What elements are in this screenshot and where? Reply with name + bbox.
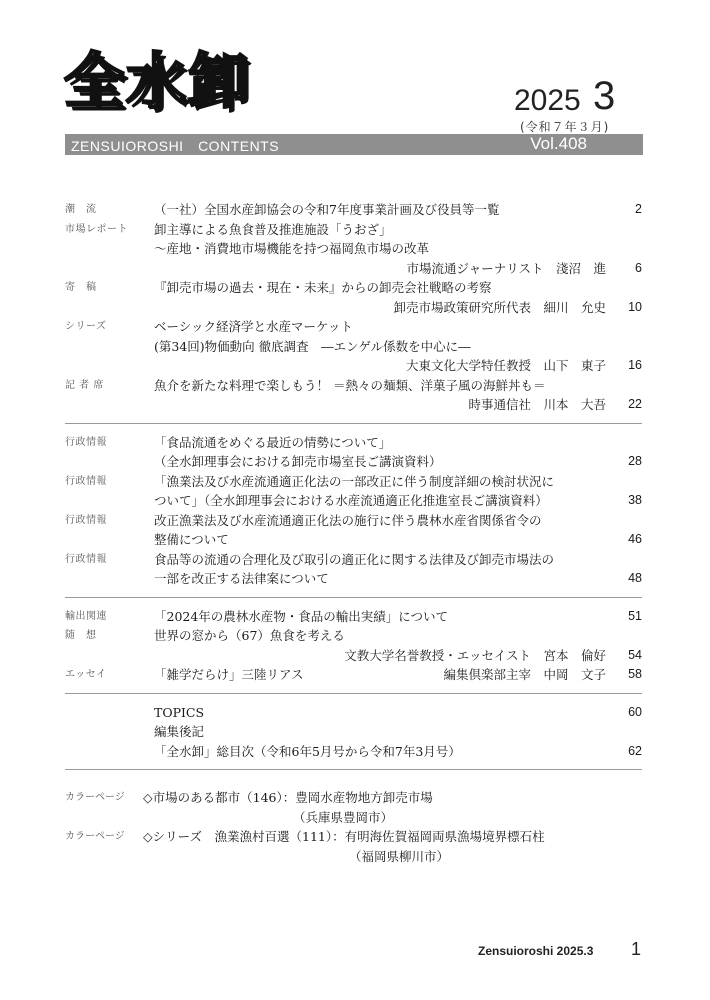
- toc-author: 市場流通ジャーナリスト 淺沼 進: [406, 260, 606, 276]
- toc-row: [65, 278, 642, 298]
- toc-title[interactable]: TOPICS: [154, 704, 205, 720]
- toc-page-number[interactable]: 51: [628, 608, 642, 623]
- toc-row: [65, 491, 642, 511]
- color-page-row: [65, 827, 642, 847]
- toc-row: [65, 626, 642, 646]
- toc-category: 行政情報: [65, 475, 107, 487]
- toc-page-number[interactable]: 62: [628, 743, 642, 758]
- toc-author: 卸売市場政策研究所代表 細川 允史: [393, 299, 606, 315]
- toc-row: [65, 452, 642, 472]
- toc-page-number[interactable]: 46: [628, 532, 642, 546]
- toc-group-2: [65, 433, 642, 589]
- toc-title[interactable]: ついて」（全水卸理事会における水産流通適正化推進室長ご講演資料）: [154, 493, 548, 508]
- toc-row: [65, 742, 642, 762]
- toc-title[interactable]: ～産地・消費地市場機能を持つ福岡魚市場の改革: [154, 241, 430, 256]
- toc-category: 随 想: [65, 630, 97, 641]
- toc-title[interactable]: 「全水卸」総目次（令和6年5月号から令和7年3月号）: [154, 743, 461, 759]
- color-page-item[interactable]: ◇シリーズ 漁業漁村百選（111）：有明海佐賀福岡両県漁場境界標石柱: [143, 829, 545, 844]
- toc-title[interactable]: （一社）全国水産卸協会の令和7年度事業計画及び役員等一覧: [154, 202, 500, 217]
- toc-row: [65, 259, 642, 279]
- toc-page-number[interactable]: 6: [635, 260, 642, 275]
- toc-row: [65, 220, 642, 240]
- page-number: 1: [631, 939, 642, 959]
- toc-row: [65, 298, 642, 318]
- toc-row: [65, 356, 642, 376]
- toc-row: [65, 703, 642, 723]
- toc-title[interactable]: 『卸売市場の過去・現在・未来』からの卸売会社戦略の考察: [154, 280, 492, 295]
- toc-title[interactable]: 編集後記: [154, 724, 205, 739]
- toc-author: 編集倶楽部主宰 中岡 文子: [443, 667, 606, 682]
- toc-title[interactable]: 食品等の流通の合理化及び取引の適正化に関する法律及び卸売市場法の: [154, 551, 555, 567]
- toc-row: [65, 239, 642, 259]
- toc-title[interactable]: 世界の窓から（67）魚食を考える: [154, 628, 345, 643]
- toc-group-3: [65, 607, 642, 685]
- color-page-category: カラーページ: [65, 831, 125, 842]
- toc-row: [65, 511, 642, 531]
- magazine-logo: 全水卸: [64, 47, 250, 117]
- toc-category: 行政情報: [65, 514, 107, 526]
- contents-band: [65, 134, 643, 155]
- toc-category: 潮 流: [65, 204, 97, 215]
- divider: [65, 597, 642, 598]
- contents-band-label: ZENSUIOROSHI CONTENTS: [71, 138, 280, 154]
- toc-author: 大東文化大学特任教授 山下 東子: [405, 358, 606, 373]
- toc-page-number[interactable]: 2: [635, 202, 642, 216]
- color-page-location: （兵庫県豊岡市）: [293, 809, 394, 825]
- toc-page-number[interactable]: 48: [628, 571, 642, 585]
- footer-label: Zensuioroshi 2025.3: [478, 944, 594, 958]
- toc-row: [65, 433, 642, 453]
- toc-title[interactable]: 「雑学だらけ」三陸リアス: [154, 667, 304, 682]
- issue-month: 3: [593, 74, 616, 118]
- toc-category: 記 者 席: [65, 379, 104, 391]
- toc-title[interactable]: (第34回)物価動向 徹底調査 ―エンゲル係数を中心に―: [154, 338, 471, 354]
- divider: [65, 693, 642, 694]
- toc-row: [65, 317, 642, 337]
- toc-title[interactable]: ベーシック経済学と水産マーケット: [154, 319, 353, 334]
- color-page-row: [65, 847, 642, 867]
- toc-title[interactable]: 魚介を新たな料理で楽しもう！ ＝熱々の麺類、洋菓子風の海鮮丼も＝: [154, 377, 546, 393]
- toc-group-4: [65, 703, 642, 762]
- toc-page-number[interactable]: 22: [628, 397, 642, 411]
- toc-author: 時事通信社 川本 大吾: [468, 397, 606, 412]
- toc-title[interactable]: 一部を改正する法律案について: [154, 571, 329, 586]
- toc-page-number[interactable]: 60: [628, 704, 642, 719]
- color-page-row: [65, 808, 642, 828]
- toc-category: シリーズ: [65, 321, 107, 332]
- issue-year: 2025: [514, 84, 581, 117]
- color-pages-section: [65, 788, 642, 866]
- divider: [65, 769, 642, 770]
- color-page-row: [65, 788, 642, 808]
- volume-number: Vol.408: [530, 134, 587, 153]
- divider: [65, 423, 642, 424]
- toc-row: [65, 200, 642, 220]
- toc-row: [65, 530, 642, 550]
- toc-title[interactable]: 「2024年の農林水産物・食品の輸出実績」について: [154, 608, 449, 624]
- toc-category: 輸出関連: [65, 610, 107, 622]
- toc-title[interactable]: 「漁業法及び水産流通適正化法の一部改正に伴う制度詳細の検討状況に: [154, 473, 555, 489]
- toc-page-number[interactable]: 58: [628, 667, 642, 681]
- toc-row: [65, 376, 642, 396]
- toc-category: 市場レポート: [65, 223, 128, 235]
- toc-category: エッセイ: [65, 669, 107, 680]
- toc-page-number[interactable]: 38: [628, 493, 642, 507]
- toc-page-number[interactable]: 16: [628, 358, 642, 372]
- toc-author: 文教大学名誉教授・エッセイスト 宮本 倫好: [344, 647, 606, 663]
- toc-row: [65, 337, 642, 357]
- issue-era-date: (令和７年３月): [520, 120, 610, 134]
- toc-row: [65, 722, 642, 742]
- table-of-contents: [65, 200, 642, 779]
- toc-row: [65, 395, 642, 415]
- toc-row: [65, 569, 642, 589]
- color-page-category: カラーページ: [65, 792, 125, 803]
- toc-title[interactable]: 整備について: [154, 532, 229, 547]
- toc-category: 行政情報: [65, 553, 107, 565]
- toc-title[interactable]: 卸主導による魚食普及推進施設「うおざ」: [154, 221, 392, 237]
- toc-row: [65, 646, 642, 666]
- toc-page-number[interactable]: 28: [628, 454, 642, 468]
- toc-row: [65, 665, 642, 685]
- toc-page-number[interactable]: 54: [628, 647, 642, 662]
- toc-row: [65, 607, 642, 627]
- toc-title[interactable]: 改正漁業法及び水産流通適正化法の施行に伴う農林水産省関係省令の: [154, 512, 542, 528]
- toc-title[interactable]: 「食品流通をめぐる最近の情勢について」: [154, 434, 392, 450]
- toc-page-number[interactable]: 10: [628, 299, 642, 314]
- toc-group-1: [65, 200, 642, 415]
- color-page-location: （福岡県柳川市）: [349, 848, 450, 864]
- toc-category: 寄 稿: [65, 282, 97, 293]
- toc-row: [65, 550, 642, 570]
- toc-category: 行政情報: [65, 436, 107, 448]
- toc-title[interactable]: （全水卸理事会における卸売市場室長ご講演資料）: [154, 454, 442, 469]
- toc-row: [65, 472, 642, 492]
- color-page-item[interactable]: ◇市場のある都市（146）：豊岡水産物地方卸売市場: [143, 790, 433, 805]
